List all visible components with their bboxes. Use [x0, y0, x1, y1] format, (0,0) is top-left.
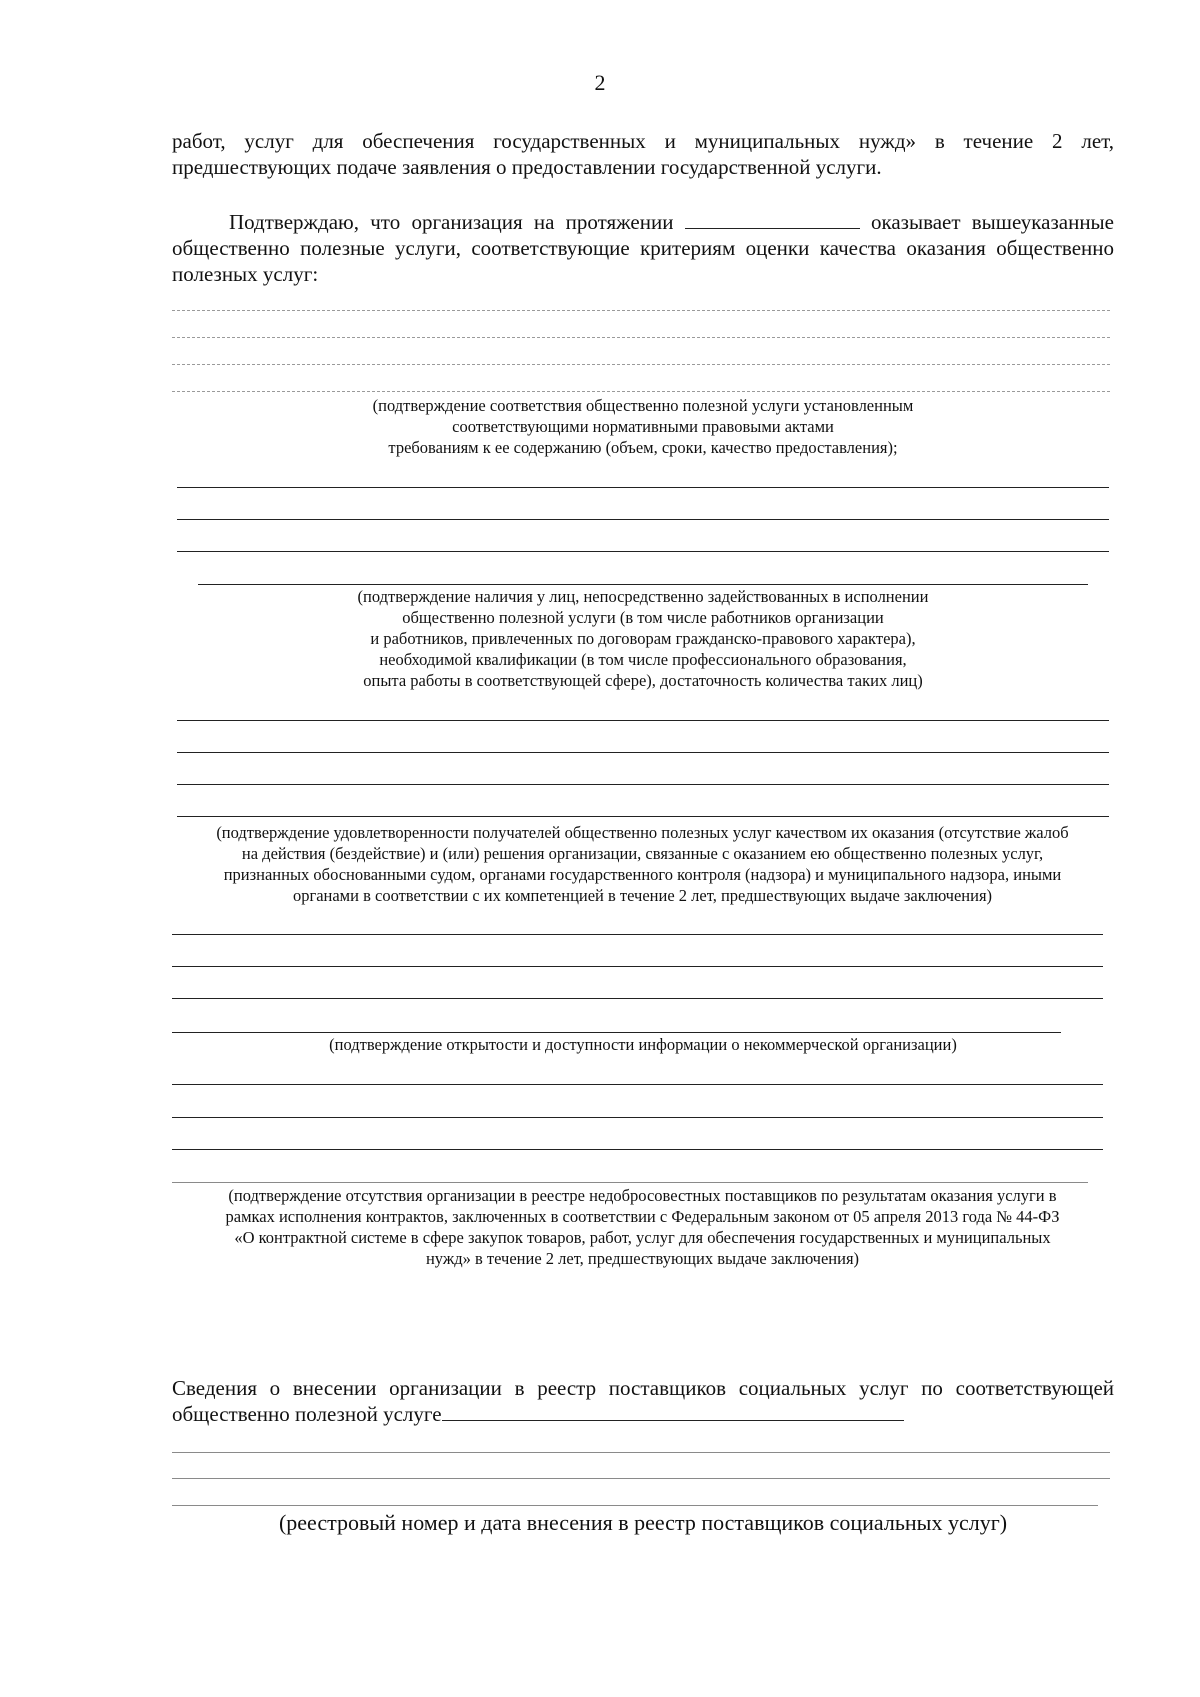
fill-line[interactable] — [177, 784, 1109, 785]
fill-line[interactable] — [172, 966, 1103, 967]
caption-information-openness — [172, 1034, 1114, 1055]
fill-line[interactable] — [172, 934, 1103, 935]
fill-line[interactable] — [172, 391, 1110, 392]
caption-line: требованиям к ее содержанию (объем, сроки, качество предоставления); — [388, 438, 898, 457]
caption-unscrupulous-suppliers — [165, 1185, 1120, 1269]
fill-line[interactable] — [172, 1182, 1088, 1183]
caption-line: на действия (бездействие) и (или) решения организации, связанные с оказанием ею общественно полезных услуг, — [241, 844, 1044, 863]
caption-line: признанных обоснованными судом, органами государственного контроля (надзора) и муниципального надзора, иными — [223, 865, 1062, 884]
caption-line: (реестровый номер и дата внесения в реестр поставщиков социальных услуг) — [278, 1510, 1008, 1535]
caption-registry-number — [172, 1510, 1114, 1536]
fill-line[interactable] — [177, 519, 1109, 520]
caption-line: (подтверждение удовлетворенности получателей общественно полезных услуг качеством их оказания (отсутствие жалоб — [216, 823, 1069, 842]
fill-line[interactable] — [177, 752, 1109, 753]
fill-line[interactable] — [177, 816, 1109, 817]
caption-line: (подтверждение наличия у лиц, непосредственно задействованных в исполнении — [357, 587, 929, 606]
caption-staff-qualification — [172, 586, 1114, 691]
caption-line: общественно полезной услуги (в том числе работников организации — [402, 608, 884, 627]
registry-info-text: Сведения о внесении организации в реестр поставщиков социальных услуг по соответствующей общественно полезной услуге — [172, 1376, 1114, 1426]
fill-line[interactable] — [172, 310, 1110, 311]
caption-line: (подтверждение открытости и доступности информации о некоммерческой организации) — [329, 1035, 957, 1054]
fill-line[interactable] — [177, 551, 1109, 552]
caption-line: «О контрактной системе в сфере закупок товаров, работ, услуг для обеспечения государственных и муниципальных — [234, 1228, 1051, 1247]
fill-line[interactable] — [172, 1117, 1103, 1118]
fill-line[interactable] — [198, 584, 1088, 585]
caption-line: нужд» в течение 2 лет, предшествующих выдаче заключения) — [425, 1249, 860, 1268]
fill-line[interactable] — [172, 364, 1110, 365]
fill-line[interactable] — [172, 1478, 1110, 1479]
fill-line[interactable] — [177, 720, 1109, 721]
caption-line: (подтверждение отсутствия организации в реестре недобросовестных поставщиков по результатам оказания услуги в — [228, 1186, 1057, 1205]
fill-line[interactable] — [177, 487, 1109, 488]
fill-line[interactable] — [172, 998, 1103, 999]
caption-recipient-satisfaction — [165, 822, 1120, 906]
fill-line[interactable] — [172, 1452, 1110, 1453]
confirmation-text-after: оказывает вышеуказанные общественно полезные услуги, соответствующие критериям оценки качества оказания общественно полезных услуг: — [172, 210, 1114, 286]
fill-line[interactable] — [172, 337, 1110, 338]
caption-line: необходимой квалификации (в том числе профессионального образования, — [379, 650, 907, 669]
duration-blank-field[interactable] — [685, 210, 860, 229]
caption-line: органами в соответствии с их компетенцией в течение 2 лет, предшествующих выдаче заключения) — [292, 886, 993, 905]
confirmation-text-before: Подтверждаю, что организация на протяжении — [229, 210, 674, 234]
caption-line: рамках исполнения контрактов, заключенных в соответствии с Федеральным законом от 05 апреля 2013 года № 44-ФЗ — [225, 1207, 1060, 1226]
registry-service-blank-field[interactable] — [442, 1402, 904, 1421]
caption-line: и работников, привлеченных по договорам гражданско-правового характера), — [370, 629, 916, 648]
caption-service-compliance — [172, 395, 1114, 458]
fill-line[interactable] — [172, 1149, 1103, 1150]
fill-line[interactable] — [172, 1032, 1061, 1033]
paragraph-continuation: работ, услуг для обеспечения государственных и муниципальных нужд» в течение 2 лет, предшествующих подаче заявления о предоставлении государственной услуги. — [172, 129, 1114, 179]
paragraph-confirmation — [172, 209, 1114, 287]
paragraph-registry-info — [172, 1375, 1114, 1427]
fill-line[interactable] — [172, 1084, 1103, 1085]
caption-line: опыта работы в соответствующей сфере), достаточность количества таких лиц) — [363, 671, 923, 690]
caption-line: (подтверждение соответствия общественно полезной услуги установленным — [372, 396, 914, 415]
page-number: 2 — [594, 70, 606, 95]
fill-line[interactable] — [172, 1505, 1098, 1506]
caption-line: соответствующими нормативными правовыми актами — [452, 417, 834, 436]
